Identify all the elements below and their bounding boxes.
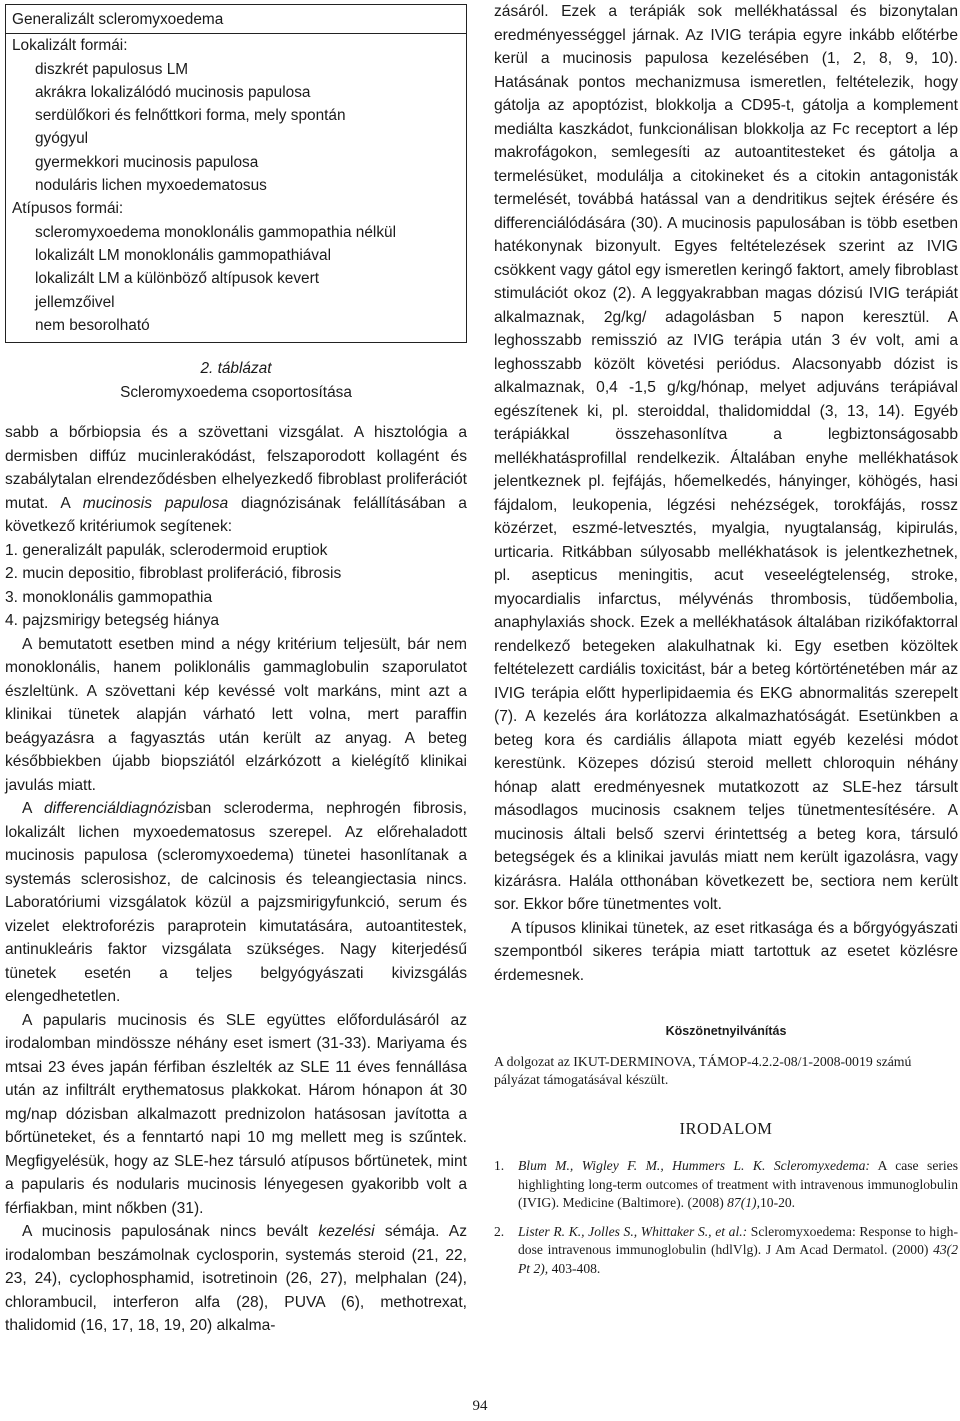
references-heading: IRODALOM bbox=[679, 1119, 773, 1138]
reference-body: Scleromyxoedema: Response to high-dose intravenous immunoglobulin (hdlVlg). J Am Acad Dermatol. (2000) bbox=[518, 1223, 958, 1257]
emphasis-text: mucinosis papulosa bbox=[82, 494, 229, 512]
table-row: serdülőkori és felnőttkori forma, mely spontán bbox=[35, 107, 346, 125]
classification-table bbox=[5, 4, 467, 343]
table-row: gyógyul bbox=[35, 130, 89, 148]
criteria-item: 2. mucin depositio, fibroblast proliferáció, fibrosis bbox=[5, 565, 342, 582]
table-caption-title: Scleromyxoedema csoportosítása bbox=[120, 384, 352, 401]
paragraph-text: diagnózisának felállításában a következő kritériumok segítenek: bbox=[5, 494, 467, 535]
acknowledgement-heading: Köszönetnyilvánítás bbox=[665, 1024, 787, 1038]
reference-authors: Lister R. K., Jolles S., Whittaker S., et al.: bbox=[518, 1223, 748, 1239]
reference-text bbox=[518, 1223, 958, 1279]
paragraph-text: ban scleroderma, nephrogén fibrosis, lokalizált lichen myxoedematosus szerepel. Az előrehaladott mucinosis papulosa (scleromyxoedema) tünetei hasonlítanak a systemás sclerosishoz, de calcinosis és teleangiectasia nincs. Laboratóriumi vizsgálatok közül a pajzsmirigyfunkció, serum és vizelet elektroforézis paraprotein kimutatására, autoantitestek, antinukleáris faktor vizsgálata szükséges. Nagy kiterjedésű tünetek esetén a teljes belgyógyászati kivizsgálás elengedhetetlen. bbox=[5, 800, 467, 1005]
reference-authors: Blum M., Wigley F. M., Hummers L. K. Scleromyxedema: bbox=[518, 1158, 870, 1173]
reference-text bbox=[518, 1157, 958, 1213]
table-header: Generalizált scleromyxoedema bbox=[6, 8, 466, 34]
table-row: scleromyxoedema monoklonális gammopathia nélkül bbox=[35, 223, 397, 241]
table-row: lokalizált LM a különböző altípusok kevert bbox=[35, 270, 320, 288]
paragraph-ivig: zásáról. Ezek a terápiák sok mellékhatással és bizonytalan eredményességgel járnak. Az IVIG terápia egyre inkább előtérbe kerül a mucinosis papulosa kezelésében (1, 2, 8, 9, 10). Hatásának pontos mechanizmusa ismeretlen, feltételezik, hogy gátolja az apoptózist, blokkolja a CD95-t, gátolja a komplement mediálta kaszkádot, funkcionálisan blokkolja az Fc receptort a lép makrofágokon, semlegesíti az autoantitesteket és gátolja a termelésüket, modulálja a citokineket és a citokin antagonisták termelését, továbbá hatással van a dendritikus sejtek érésére és differenciálódására (30). A mucinosis papulosában is több esetben hatékonynak bizonyult. Egyes feltételezések szerint az IVIG csökkent vagy gátol egy ismeretlen keringő faktort, amely fibroblast stimulációt okoz (2). A leggyakrabban magas dózisú IVIG terápiát alkalmaznak, 2g/kg/ adagolásban 5 napon keresztül. A leghosszabb remisszió az IVIG terápia után 3 év volt, ami a leghosszabb közölt követési periódus. Alacsonyabb dózist is alkalmaznak, 0,4 -1,5 g/kg/hónap, melyet adjuváns terápiával egészítenek ki, pl. steroiddal, thalidomiddal (3, 13, 14). Egyéb terápiákkal összehasonlítva a legbiztonságosabb mellékhatásprofillal rendelkezik. Általában enyhe mellékhatások jelentkeznek pl. fejfájás, hőemelkedés, hányinger, köhögés, hasi fájdalom, leukopenia, légzési nehézségek, torokfájás, rossz közérzet, eszmé-letvesztés, myalgia, nyugtalanság, kipirulás, urticaria. Ritkábban súlyosabb mellékhatások is jelentkezhetnek, pl. asepticus meningitis, acut veseelégtelenség, stroke, myocardialis infarctus, mélyvénás thrombosis, tüdőembolia, anaphylaxiás shock. Ezek a mellékhatások általában rizikófaktorral rendelkező betegeken alakulhatnak ki. Egy esetben közöltek feltételezett cardiális toxicitást, bár a beteg kórtörténetében már az IVIG terápia előtt hyperlipidaemia és EKG abnormalitás szerepelt (7). A kezelés ára korlátozza alkalmazhatóságát. Esetünkben a beteg kora és cardiális állapota miatt egyéb kezelési módot kerestünk. Közepes dózisú steroid mellett chloroquin néhány hónap alatt eredményesnek mutatkozott az SLE-hez társult másodlagos mucinosis csaknem teljes tünetmentesítésére. A mucinosis általi belső szervi érintettség a beteg kora, társuló betegségek és a klinikai javulás miatt nem került igazolásra, vagy kizárásra. Halála otthonában következett be, sectiora nem került sor. Ekkor bőre tünetmentes volt. bbox=[494, 3, 958, 913]
table-caption-number: 2. táblázat bbox=[200, 360, 272, 377]
emphasis-text: kezelési bbox=[318, 1223, 375, 1240]
reference-number: 1. bbox=[494, 1158, 505, 1173]
reference-pages: 403-408. bbox=[548, 1260, 601, 1276]
reference-list bbox=[494, 1157, 958, 1278]
table-row: Lokalizált formái: bbox=[12, 37, 128, 55]
reference-body: A case series highlighting long-term outcomes of treatment with intravenous immunoglobulin (IVIG). Medicine (Baltimore). (2008) bbox=[518, 1158, 958, 1210]
table-row: jellemzőivel bbox=[35, 293, 115, 311]
reference-volume: 87(1), bbox=[727, 1195, 760, 1210]
table-row: noduláris lichen myxoedematosus bbox=[35, 177, 267, 195]
paragraph-text: sabb a bőrbiopsia és a szövettani vizsgálat. A hisztológia a dermisben diffúz mucinlerakódást, felszaporodott kollagént és szabálytalan elrendeződésben elhelyezkedő fibroblast proliferációt mutat. A bbox=[5, 424, 467, 512]
criteria-item: 3. monoklonális gammopathia bbox=[5, 588, 213, 606]
table-row: lokalizált LM monoklonális gammopathiával bbox=[35, 246, 331, 264]
criteria-item: 1. generalizált papulák, sclerodermoid eruptiok bbox=[5, 541, 328, 559]
table-row: akrákra lokalizálódó mucinosis papulosa bbox=[35, 83, 311, 101]
criteria-item: 4. pajzsmirigy betegség hiánya bbox=[5, 612, 220, 629]
paragraph-sle: A papularis mucinosis és SLE együttes előfordulásáról az irodalomban mindössze néhány eset ismert (31-33). Mariyama és mtsai 23 éves japán férfiban észlelték az SLE 11 éves fennállása után az infiltrált erythematosus plakkokat. Három hónapon át 30 mg/nap dózisban alkalmazott prednizolon hatásosan javította a bőrtüneteket, és a fenntartó napi 10 mg mellett meg is szűntek. Megfigyelésük, hogy az SLE-hez társuló atípusos bőrtünetek, mint a papularis és nodularis mucinosis lényegesen gyakoribb volt a férfiakban, mint nőkben (31). bbox=[5, 1011, 467, 1217]
paragraph-text: A mucinosis papulosának nincs bevált bbox=[22, 1223, 319, 1240]
table-caption bbox=[5, 357, 467, 405]
reference-item bbox=[494, 1157, 958, 1213]
paragraph-treatment bbox=[5, 1220, 467, 1338]
reference-number: 2. bbox=[494, 1223, 505, 1239]
paragraph-histology bbox=[5, 421, 467, 539]
page-number: 94 bbox=[472, 1398, 488, 1414]
table-row: diszkrét papulosus LM bbox=[35, 60, 189, 78]
emphasis-text: differenciáldiagnózis bbox=[43, 800, 186, 817]
paragraph-differential bbox=[5, 797, 467, 1009]
left-body bbox=[5, 421, 467, 1338]
reference-volume: 43(2 Pt 2), bbox=[518, 1242, 958, 1276]
paragraph-text: sémája. Az irodalomban beszámolnak cyclosporin, systemás steroid (21, 22, 23, 24), cyclophosphamid, isotretinoin (26, 27), melphalan (24), chlorambucil, interferon alfa (28), PUVA (6), methotrexat, thalidomid (16, 17, 18, 19, 20) alkalma- bbox=[5, 1223, 467, 1334]
table-row: nem besorolható bbox=[35, 316, 150, 334]
acknowledgement-text: A dolgozat az IKUT-DERMINOVA, TÁMOP-4.2.2-08/1-2008-0019 számú pályázat támogatásával készült. bbox=[494, 1054, 912, 1087]
paragraph-text: A bbox=[22, 800, 44, 817]
left-column bbox=[5, 0, 467, 1338]
paragraph-conclusion: A típusos klinikai tünetek, az eset ritkasága és a bőrgyógyászati szempontból sikeres terápia miatt tartottuk az esetet közlésre érdemesnek. bbox=[494, 919, 958, 984]
reference-item bbox=[494, 1223, 958, 1279]
table-row: Atípusos formái: bbox=[12, 200, 124, 218]
right-column bbox=[494, 0, 958, 1288]
paragraph-case: A bemutatott esetben mind a négy kritérium teljesült, bár nem monoklonális, hanem poliklonális gammaglobulin szaporulatot észleltünk. A szövettani kép kevéssé volt markáns, mint azt a klinikai tünetek alapján várható lett volna, mert paraffin beágyazásra a fagyasztás után került az anyag. A beteg későbbiekben újabb biopsziától elzárkózott a kielégítő klinikai javulás miatt. bbox=[5, 635, 467, 794]
reference-pages: 10-20. bbox=[759, 1195, 796, 1210]
table-row: gyermekkori mucinosis papulosa bbox=[35, 153, 259, 171]
